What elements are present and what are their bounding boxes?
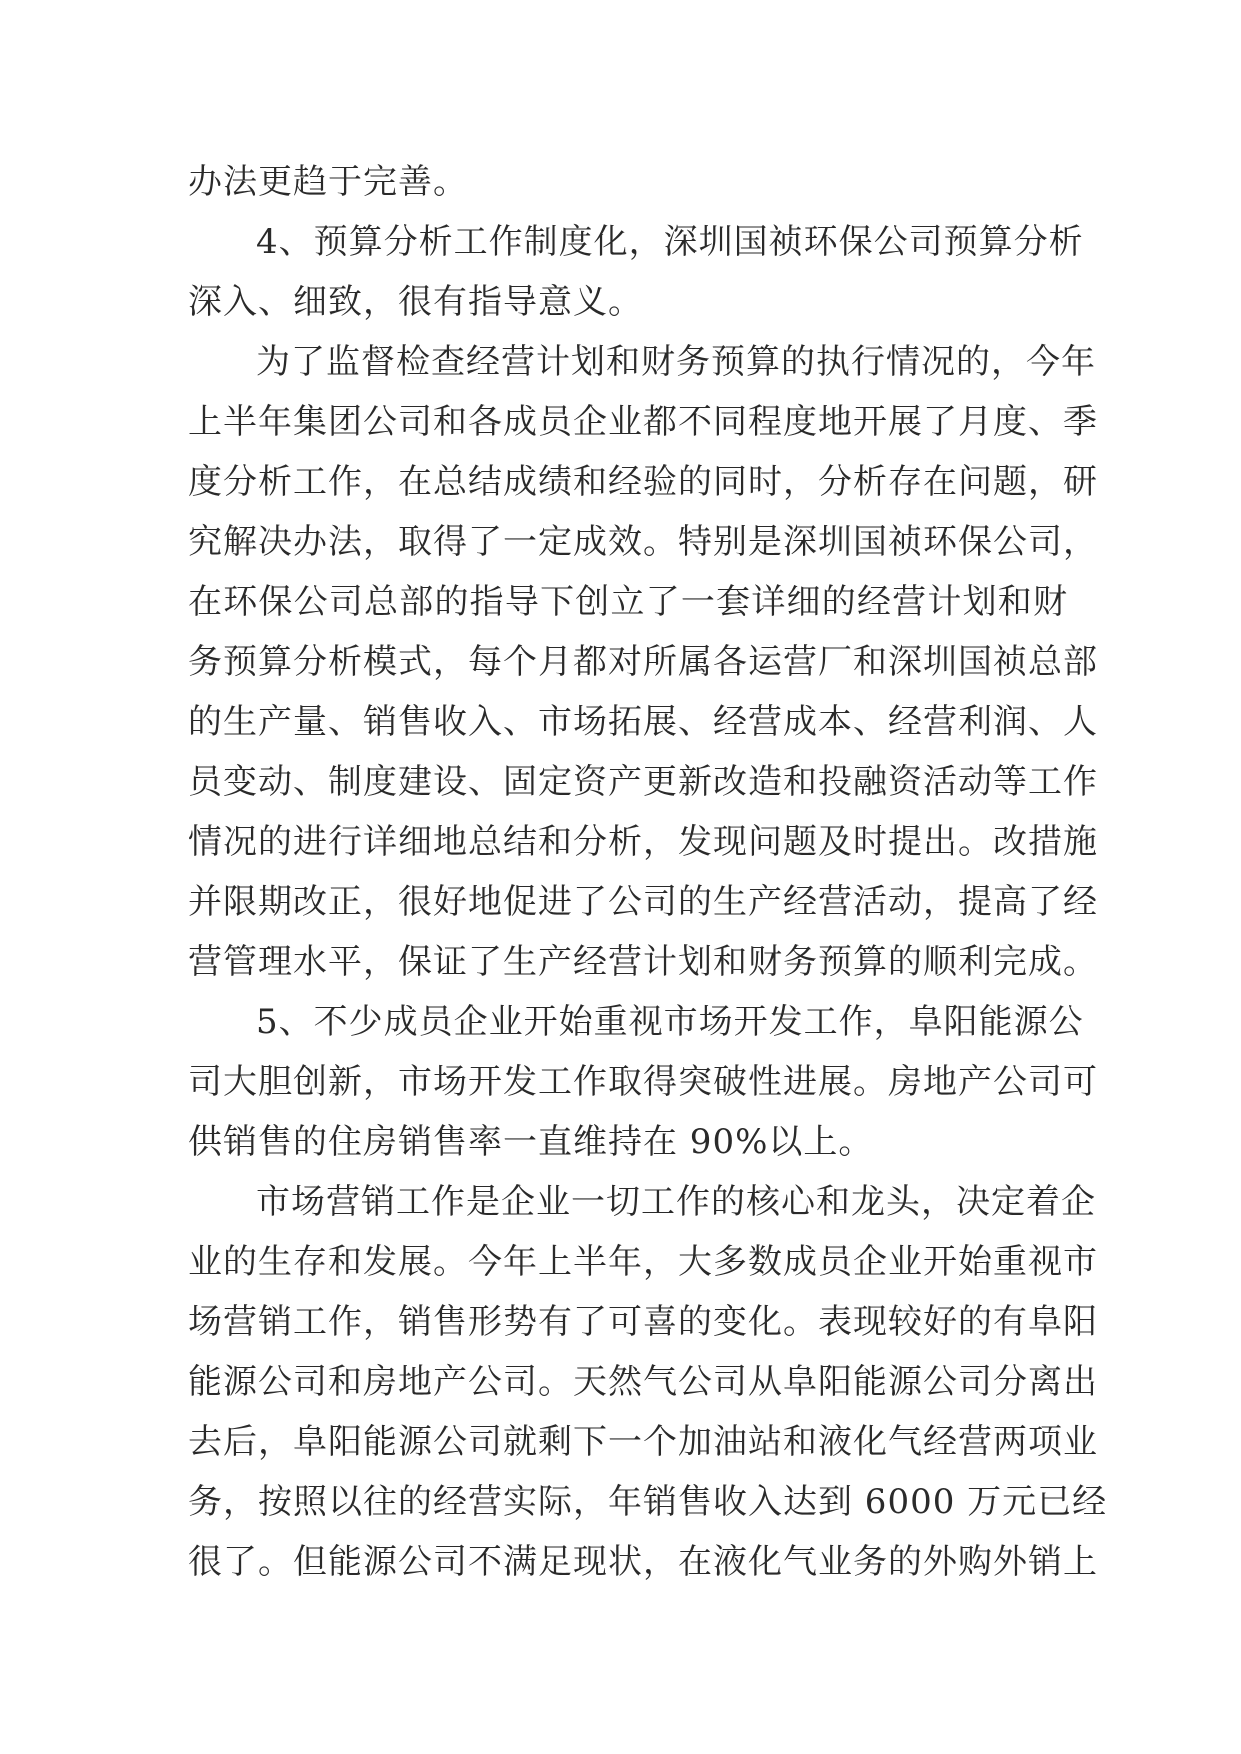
text-line: 情况的进行详细地总结和分析，发现问题及时提出。改措施 (188, 822, 1098, 862)
text-line: 5、不少成员企业开始重视市场开发工作，阜阳能源公 (256, 1002, 1084, 1042)
text-line: 很了。但能源公司不满足现状，在液化气业务的外购外销上 (188, 1542, 1098, 1582)
text-line: 度分析工作，在总结成绩和经验的同时，分析存在问题，研 (188, 462, 1098, 502)
text-line: 4、预算分析工作制度化，深圳国祯环保公司预算分析 (256, 222, 1084, 262)
text-line: 的生产量、销售收入、市场拓展、经营成本、经营利润、人 (188, 702, 1098, 742)
text-line: 在环保公司总部的指导下创立了一套详细的经营计划和财 (188, 582, 1068, 622)
text-line: 营管理水平，保证了生产经营计划和财务预算的顺利完成。 (188, 942, 1098, 982)
text-line: 业的生存和发展。今年上半年，大多数成员企业开始重视市 (188, 1242, 1098, 1282)
text-line: 上半年集团公司和各成员企业都不同程度地开展了月度、季 (188, 402, 1098, 442)
text-line: 为了监督检查经营计划和财务预算的执行情况的，今年 (256, 342, 1096, 382)
text-line: 市场营销工作是企业一切工作的核心和龙头，决定着企 (256, 1182, 1096, 1222)
text-line: 员变动、制度建设、固定资产更新改造和投融资活动等工作 (188, 762, 1098, 802)
text-line: 供销售的住房销售率一直维持在 90%以上。 (188, 1122, 874, 1162)
text-line: 去后，阜阳能源公司就剩下一个加油站和液化气经营两项业 (188, 1422, 1098, 1462)
text-line: 能源公司和房地产公司。天然气公司从阜阳能源公司分离出 (188, 1362, 1098, 1402)
text-line: 深入、细致，很有指导意义。 (188, 282, 643, 322)
text-line: 场营销工作，销售形势有了可喜的变化。表现较好的有阜阳 (188, 1302, 1098, 1342)
text-line: 务，按照以往的经营实际，年销售收入达到 6000 万元已经 (188, 1482, 1108, 1522)
text-line: 究解决办法，取得了一定成效。特别是深圳国祯环保公司， (188, 522, 1098, 562)
document-body (188, 152, 1108, 1592)
text-line: 务预算分析模式，每个月都对所属各运营厂和深圳国祯总部 (188, 642, 1098, 682)
text-line: 司大胆创新，市场开发工作取得突破性进展。房地产公司可 (188, 1062, 1098, 1102)
text-line: 办法更趋于完善。 (188, 162, 468, 202)
text-line: 并限期改正，很好地促进了公司的生产经营活动，提高了经 (188, 882, 1098, 922)
